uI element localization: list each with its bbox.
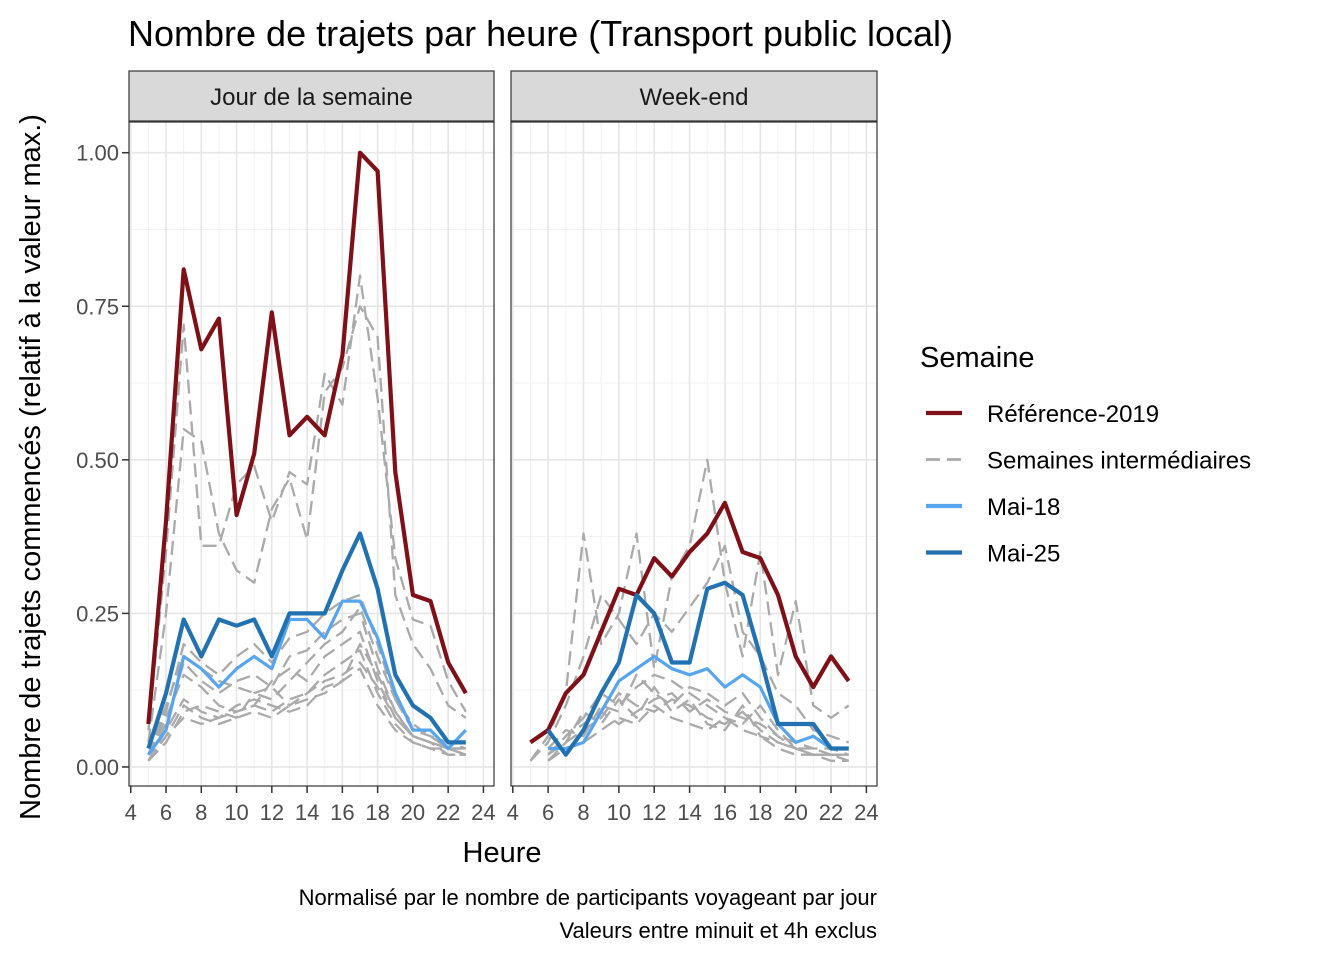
- y-tick-label: 1.00: [76, 140, 119, 166]
- x-tick-label: 12: [259, 800, 285, 825]
- x-tick-label: 22: [818, 800, 844, 825]
- y-tick-label: 0.25: [76, 601, 119, 627]
- legend-items: [926, 401, 1251, 568]
- x-tick-label: 4: [124, 800, 137, 825]
- y-tick-label: 0.00: [76, 754, 119, 780]
- legend-label: Mai-18: [987, 494, 1061, 521]
- y-axis-title: Nombre de trajets commencés (relatif à la valeur max.): [15, 114, 47, 820]
- legend-label: Référence-2019: [987, 401, 1160, 428]
- x-tick-label: 20: [400, 800, 426, 825]
- x-tick-label: 18: [365, 800, 390, 825]
- x-tick-label: 10: [224, 800, 249, 825]
- x-tick-label: 24: [854, 800, 879, 825]
- legend-title: Semaine: [920, 342, 1035, 374]
- x-tick-label: 22: [435, 800, 461, 825]
- legend: [920, 342, 1251, 568]
- y-tick-label: 0.50: [76, 447, 119, 473]
- y-axis: [76, 141, 129, 780]
- x-tick-label: 16: [330, 800, 355, 825]
- chart-title: Nombre de trajets par heure (Transport public local): [128, 13, 954, 54]
- x-tick-label: 8: [577, 800, 590, 825]
- x-tick-label: 6: [159, 800, 173, 825]
- y-tick-label: 0.75: [76, 294, 119, 320]
- legend-label: Mai-25: [987, 540, 1061, 568]
- panel-jour-de-la-semaine: [125, 71, 496, 825]
- x-tick-label: 8: [195, 800, 208, 825]
- x-tick-label: 6: [542, 800, 555, 825]
- panel-week-end: [507, 71, 879, 825]
- x-tick-label: 12: [641, 800, 667, 825]
- x-tick-label: 14: [294, 800, 320, 825]
- x-tick-label: 14: [677, 800, 702, 825]
- facet-label: Jour de la semaine: [210, 84, 413, 111]
- x-tick-label: 16: [712, 800, 738, 825]
- x-axis-title: Heure: [462, 837, 542, 869]
- x-tick-label: 10: [606, 800, 632, 825]
- x-tick-label: 18: [748, 800, 773, 825]
- facet-label: Week-end: [639, 84, 749, 111]
- x-tick-label: 4: [506, 800, 519, 825]
- caption-line-1: Normalisé par le nombre de participants voyageant par jour: [298, 885, 877, 910]
- caption-line-2: Valeurs entre minuit et 4h exclus: [559, 918, 877, 943]
- x-tick-label: 24: [471, 800, 496, 825]
- x-tick-label: 20: [783, 800, 808, 825]
- legend-label: Semaines intermédiaires: [987, 447, 1252, 475]
